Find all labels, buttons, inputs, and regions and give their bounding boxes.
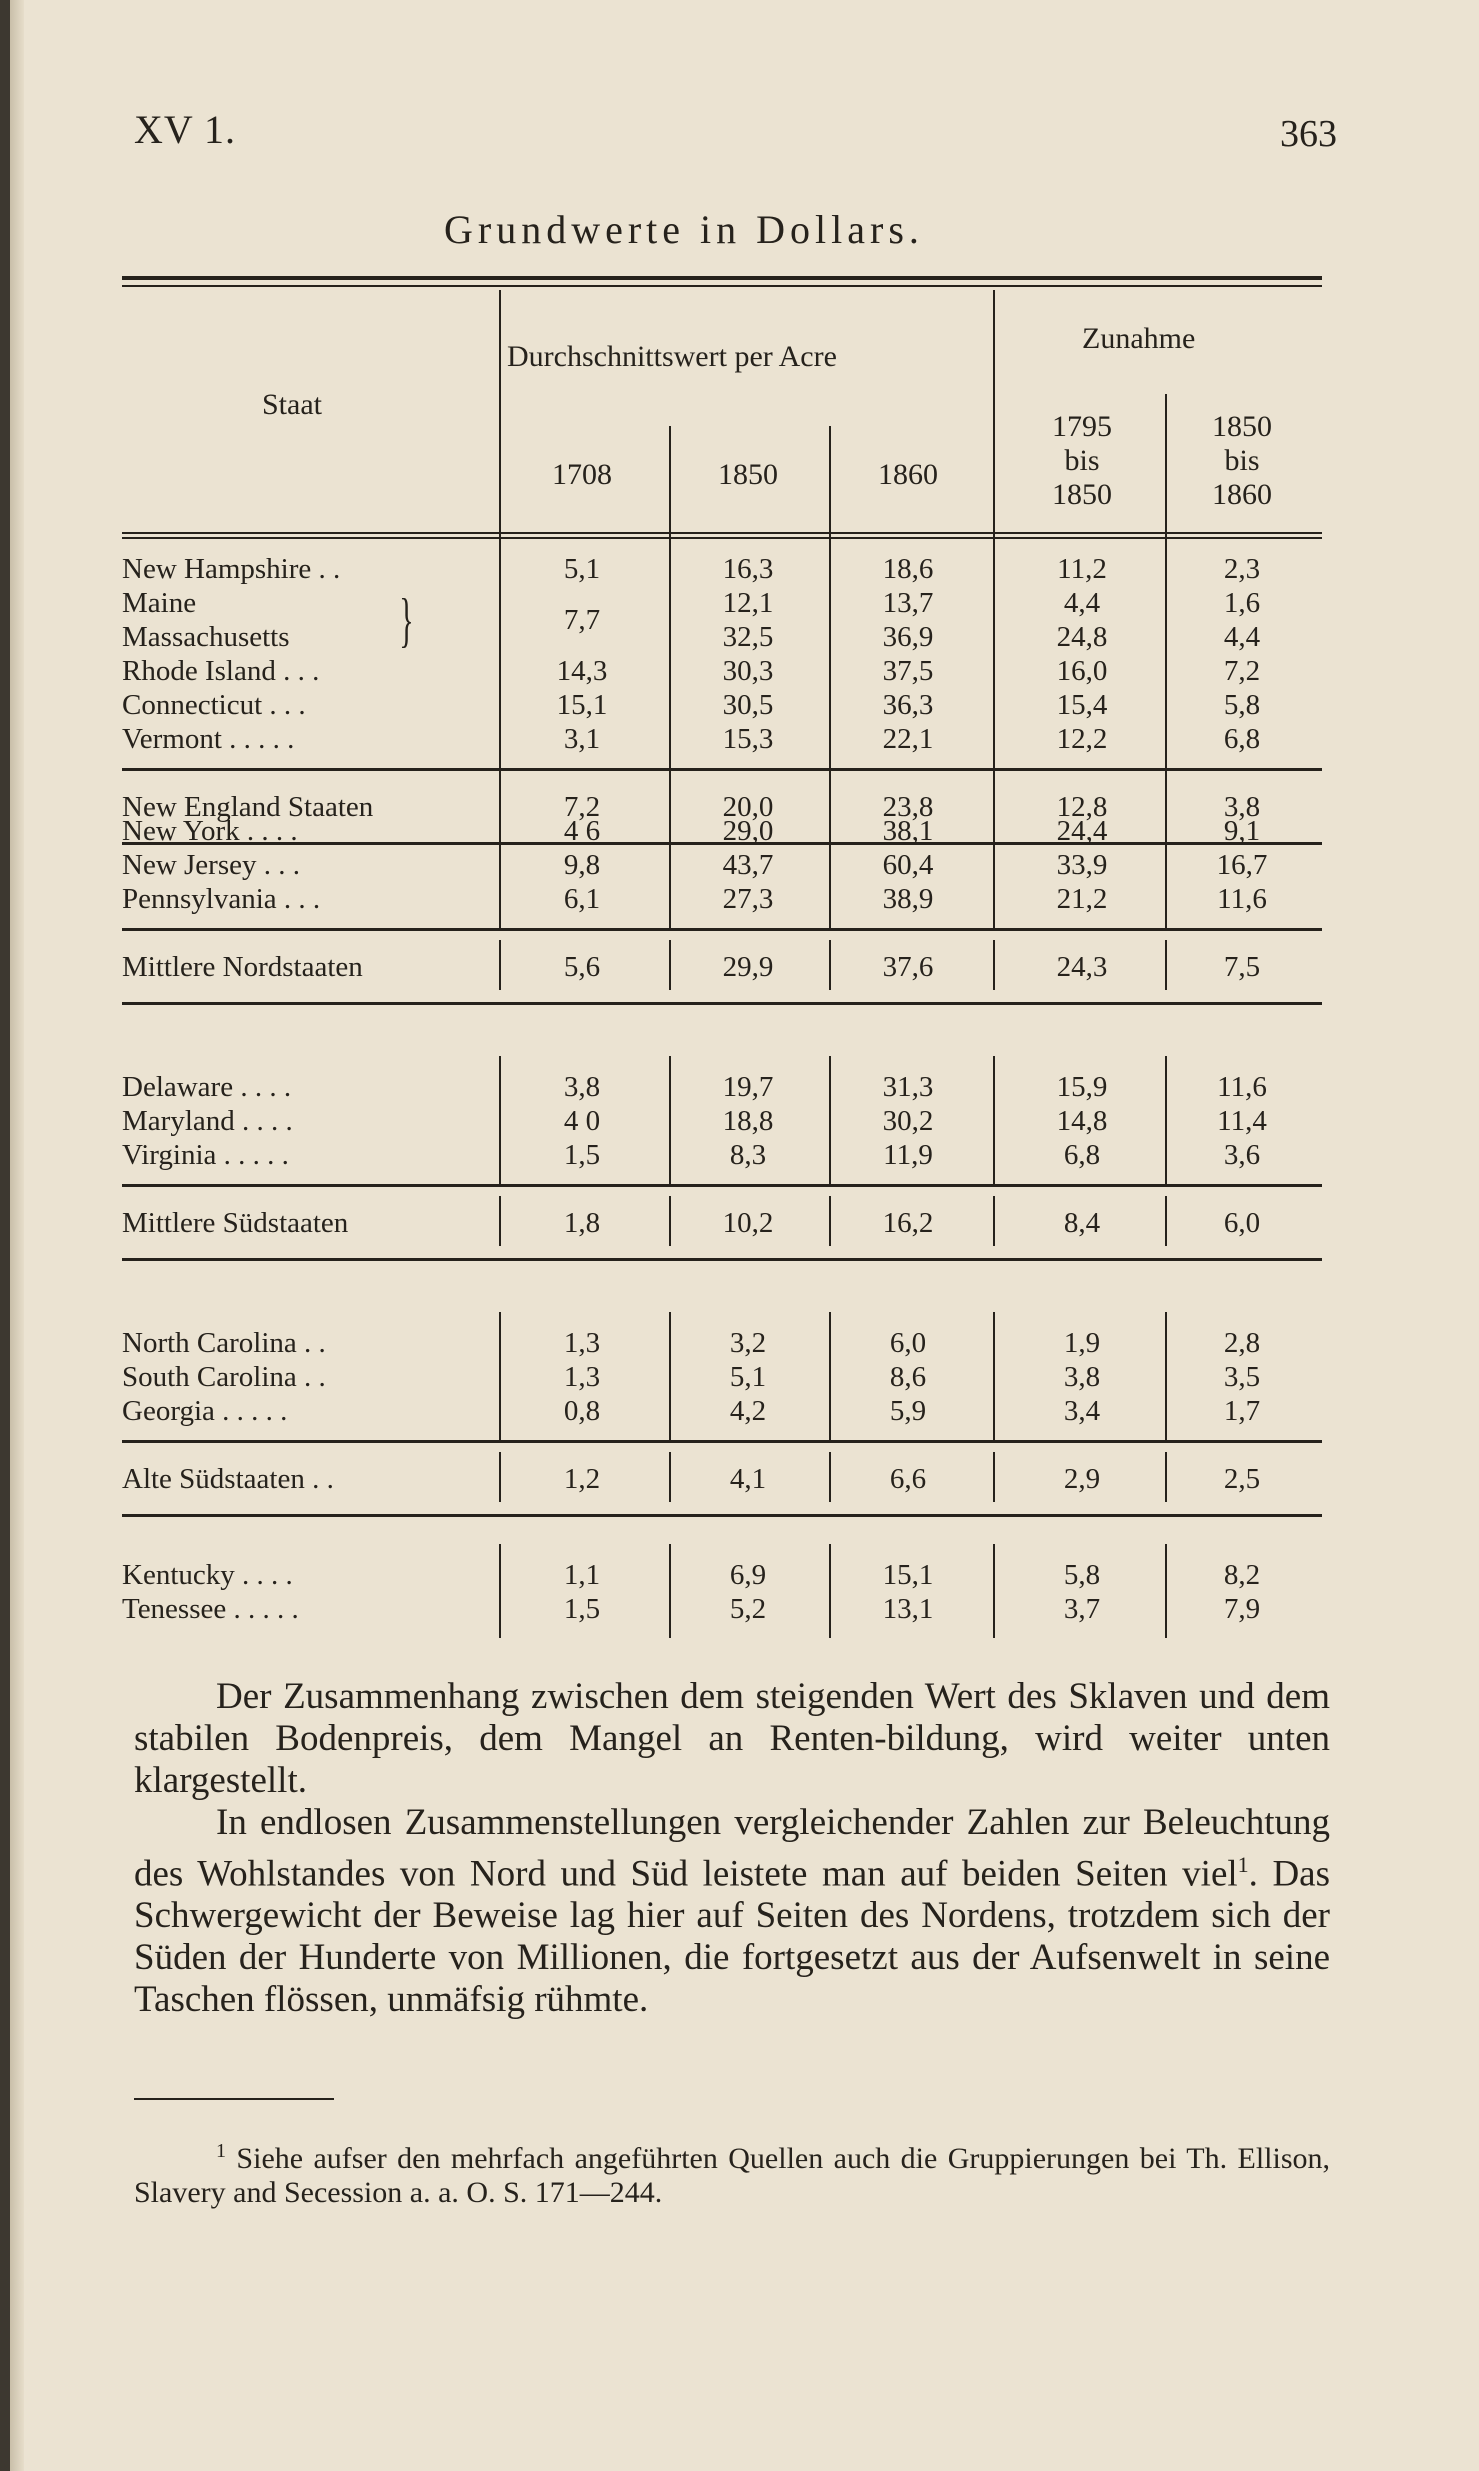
value-cell-v1708: 5,1 <box>563 553 601 585</box>
section-header: XV 1. <box>134 107 237 152</box>
group-total-rule <box>122 1514 1322 1517</box>
group-total-v1860: 6,6 <box>889 1463 927 1495</box>
footnote-separator <box>134 2098 334 2100</box>
col-divider-total <box>669 940 671 990</box>
paragraph-2-text-a: In endlosen Zusammenstellungen vergleichender Zahlen zur Beleuchtung des Wohlstandes von Nord und Süd leistete man auf beiden Seiten viel <box>134 1802 1330 1895</box>
header-inc-1795-1850 <box>1022 410 1142 512</box>
col-divider-block <box>1165 538 1167 768</box>
value-cell-v1860: 22,1 <box>882 723 934 755</box>
col-divider-total <box>669 1196 671 1246</box>
header-1850: 1850 <box>718 458 778 491</box>
value-cell-inc2: 5,8 <box>1223 689 1261 721</box>
value-cell-inc2: 7,9 <box>1223 1593 1261 1625</box>
group-total-v1860: 37,6 <box>882 951 934 983</box>
state-name: Delaware . . . . <box>122 1071 292 1103</box>
group-total-name: Alte Südstaaten . . <box>122 1463 334 1495</box>
col-divider-total <box>1165 1452 1167 1502</box>
group-rule <box>122 1440 1322 1443</box>
value-cell-v1708: 1,5 <box>563 1139 601 1171</box>
state-name: Georgia . . . . . <box>122 1395 288 1427</box>
value-cell-v1708: 3,1 <box>563 723 601 755</box>
value-cell-v1708: 14,3 <box>556 655 608 687</box>
value-cell-v1850: 5,2 <box>729 1593 767 1625</box>
state-name: Virginia . . . . . <box>122 1139 289 1171</box>
col-divider-block <box>1165 1056 1167 1184</box>
col-divider-block <box>829 1544 831 1638</box>
value-cell-v1860: 31,3 <box>882 1071 934 1103</box>
value-cell-v1708: 0,8 <box>563 1395 601 1427</box>
header-inc2-bis: bis <box>1224 444 1260 477</box>
body-paragraph-2 <box>134 1802 1330 2021</box>
group-total-v1860: 16,2 <box>882 1207 934 1239</box>
col-divider-block <box>499 538 501 768</box>
value-cell-v1860: 30,2 <box>882 1105 934 1137</box>
value-cell-v1850: 30,3 <box>722 655 774 687</box>
state-name: Kentucky . . . . <box>122 1559 293 1591</box>
value-cell-inc1: 3,8 <box>1063 1361 1101 1393</box>
paragraph-2-text-b: . Das Schwergewicht der Beweise lag hier auf Seiten des Nordens, trotzdem sich der Süden der Hunderte von Millionen, die fortgesetzt aus der Aufsenwelt in seine Taschen flössen, unmäfsig rühmte. <box>134 1853 1330 2021</box>
value-cell-inc1: 3,4 <box>1063 1395 1101 1427</box>
header-inc1-to: 1850 <box>1052 478 1112 511</box>
header-inc-1850-1860 <box>1182 410 1302 512</box>
value-cell-v1850: 3,2 <box>729 1327 767 1359</box>
col-divider-total <box>829 1452 831 1502</box>
state-name: Maryland . . . . <box>122 1105 293 1137</box>
group-total-rule <box>122 1258 1322 1261</box>
table-top-rule-thin <box>122 285 1322 287</box>
col-divider-block <box>829 538 831 768</box>
value-cell-v1860: 13,1 <box>882 1593 934 1625</box>
header-1860: 1860 <box>878 458 938 491</box>
col-divider-total <box>1165 1196 1167 1246</box>
group-total-v1850: 4,1 <box>729 1463 767 1495</box>
value-cell-inc1: 24,8 <box>1056 621 1108 653</box>
value-cell-inc2: 6,8 <box>1223 723 1261 755</box>
value-cell-inc2: 2,8 <box>1223 1327 1261 1359</box>
state-name: Pennsylvania . . . <box>122 883 321 915</box>
value-cell-v1850: 4,2 <box>729 1395 767 1427</box>
col-divider-total <box>499 1196 501 1246</box>
group-total-inc1: 2,9 <box>1063 1463 1101 1495</box>
value-cell-inc1: 14,8 <box>1056 1105 1108 1137</box>
group-total-rule <box>122 1002 1322 1005</box>
value-cell-v1860: 13,7 <box>882 587 934 619</box>
value-cell-inc1: 33,9 <box>1056 849 1108 881</box>
col-divider-block <box>499 1312 501 1440</box>
group-total-inc1: 24,3 <box>1056 951 1108 983</box>
state-name: Connecticut . . . <box>122 689 306 721</box>
value-cell-v1708: 3,8 <box>563 1071 601 1103</box>
col-divider-total <box>499 940 501 990</box>
value-cell-inc1: 24,4 <box>1056 815 1108 847</box>
state-name: New Hampshire . . <box>122 553 341 585</box>
col-divider-block <box>669 1544 671 1638</box>
value-cell-v1850: 30,5 <box>722 689 774 721</box>
group-rule <box>122 1184 1322 1187</box>
footnote-text: Siehe aufser den mehrfach angeführten Quellen auch die Gruppierungen bei Th. Ellison, Slavery and Secession a. a. O. S. 171—244. <box>134 2142 1331 2209</box>
header-inc2-from: 1850 <box>1212 410 1272 443</box>
value-cell-v1860: 36,3 <box>882 689 934 721</box>
col-divider-total <box>499 1452 501 1502</box>
group-rule <box>122 928 1322 931</box>
value-cell-inc2: 2,3 <box>1223 553 1261 585</box>
header-state: Staat <box>262 388 322 421</box>
paragraph-1-text: Der Zusammenhang zwischen dem steigenden Wert des Sklaven und dem stabilen Bodenpreis, dem Mangel an Renten-bildung, wird weiter unten klargestellt. <box>134 1676 1330 1801</box>
value-cell-inc1: 4,4 <box>1063 587 1101 619</box>
footnote-marker: 1 <box>216 2140 226 2162</box>
group-total-v1850: 29,9 <box>722 951 774 983</box>
value-cell-v1860: 18,6 <box>882 553 934 585</box>
state-name: New Jersey . . . <box>122 849 300 881</box>
value-cell-v1708: 1,5 <box>563 1593 601 1625</box>
value-cell-inc1: 15,9 <box>1056 1071 1108 1103</box>
group-total-v1708: 1,2 <box>563 1463 601 1495</box>
col-divider-block <box>829 800 831 928</box>
value-cell-inc1: 5,8 <box>1063 1559 1101 1591</box>
col-divider-block <box>499 800 501 928</box>
value-cell-v1850: 5,1 <box>729 1361 767 1393</box>
header-avg-value: Durchschnittswert per Acre <box>507 340 837 373</box>
col-divider-block <box>829 1312 831 1440</box>
col-divider-total <box>993 1452 995 1502</box>
value-cell-v1708: 1,3 <box>563 1327 601 1359</box>
col-divider-total <box>993 1196 995 1246</box>
col-divider-total <box>829 940 831 990</box>
state-name: Massachusetts <box>122 621 290 653</box>
group-total-v1708: 1,8 <box>563 1207 601 1239</box>
value-cell-v1708-merged: 7,7 <box>563 604 601 636</box>
group-total-inc2: 6,0 <box>1223 1207 1261 1239</box>
group-total-v1850: 10,2 <box>722 1207 774 1239</box>
group-total-v1708: 7,2 <box>563 791 601 823</box>
page-gutter <box>10 0 24 2471</box>
group-total-name: Mittlere Nordstaaten <box>122 951 363 983</box>
value-cell-inc2: 4,4 <box>1223 621 1261 653</box>
value-cell-inc2: 1,6 <box>1223 587 1261 619</box>
value-cell-inc1: 11,2 <box>1057 553 1107 585</box>
col-divider-block <box>669 1056 671 1184</box>
group-total-v1860: 23,8 <box>882 791 934 823</box>
group-total-v1850: 20,0 <box>722 791 774 823</box>
header-inc1-from: 1795 <box>1052 410 1112 443</box>
value-cell-inc2: 3,6 <box>1223 1139 1261 1171</box>
value-cell-v1860: 38,9 <box>882 883 934 915</box>
value-cell-inc2: 7,2 <box>1223 655 1261 687</box>
state-name: Rhode Island . . . <box>122 655 320 687</box>
state-name: Maine <box>122 587 197 619</box>
state-name: South Carolina . . <box>122 1361 326 1393</box>
state-name: New York . . . . <box>122 815 298 847</box>
value-cell-inc1: 1,9 <box>1063 1327 1101 1359</box>
header-1708: 1708 <box>552 458 612 491</box>
value-cell-v1860: 38,1 <box>882 815 934 847</box>
page-number: 363 <box>1280 113 1337 155</box>
header-bottom-rule-2 <box>122 537 1322 539</box>
value-cell-inc1: 6,8 <box>1063 1139 1101 1171</box>
value-cell-v1850: 15,3 <box>722 723 774 755</box>
col-divider-block <box>669 538 671 768</box>
value-cell-v1860: 37,5 <box>882 655 934 687</box>
value-cell-v1708: 15,1 <box>556 689 608 721</box>
group-total-inc2: 7,5 <box>1223 951 1261 983</box>
value-cell-v1708: 6,1 <box>563 883 601 915</box>
group-total-name: Mittlere Südstaaten <box>122 1207 349 1239</box>
state-name: Vermont . . . . . <box>122 723 295 755</box>
value-cell-v1708: 4 0 <box>563 1105 601 1137</box>
col-divider-block <box>1165 1312 1167 1440</box>
footnote-reference: 1 <box>1237 1852 1249 1877</box>
value-cell-v1708: 1,3 <box>563 1361 601 1393</box>
value-cell-v1860: 11,9 <box>883 1139 933 1171</box>
col-divider-block <box>829 1056 831 1184</box>
value-cell-v1850: 19,7 <box>722 1071 774 1103</box>
value-cell-inc1: 21,2 <box>1056 883 1108 915</box>
value-cell-inc1: 15,4 <box>1056 689 1108 721</box>
value-cell-inc2: 11,4 <box>1217 1105 1267 1137</box>
table-top-rule <box>122 276 1322 280</box>
header-bottom-rule <box>122 532 1322 534</box>
footnote <box>134 2134 1330 2210</box>
value-cell-inc1: 12,2 <box>1056 723 1108 755</box>
page-edge-shadow <box>0 0 10 2471</box>
group-total-inc2: 2,5 <box>1223 1463 1261 1495</box>
header-inc1-bis: bis <box>1064 444 1100 477</box>
value-cell-v1850: 16,3 <box>722 553 774 585</box>
value-cell-v1860: 8,6 <box>889 1361 927 1393</box>
value-cell-v1850: 12,1 <box>722 587 774 619</box>
value-cell-v1850: 8,3 <box>729 1139 767 1171</box>
value-cell-v1860: 5,9 <box>889 1395 927 1427</box>
value-cell-inc2: 1,7 <box>1223 1395 1261 1427</box>
value-cell-v1850: 27,3 <box>722 883 774 915</box>
value-cell-v1850: 32,5 <box>722 621 774 653</box>
table-title: Grundwerte in Dollars. <box>444 207 924 252</box>
value-cell-v1850: 43,7 <box>722 849 774 881</box>
col-divider-block <box>1165 800 1167 928</box>
value-cell-v1860: 60,4 <box>882 849 934 881</box>
value-cell-inc2: 16,7 <box>1216 849 1268 881</box>
col-divider-block <box>669 1312 671 1440</box>
col-divider-block <box>993 538 995 768</box>
col-divider-total <box>1165 940 1167 990</box>
col-divider-block <box>993 1544 995 1638</box>
value-cell-v1708: 9,8 <box>563 849 601 881</box>
value-cell-v1850: 29,0 <box>722 815 774 847</box>
group-total-name: New England Staaten <box>122 791 374 823</box>
col-divider-block <box>993 1056 995 1184</box>
state-name: North Carolina . . <box>122 1327 326 1359</box>
value-cell-v1850: 18,8 <box>722 1105 774 1137</box>
col-divider-total <box>993 940 995 990</box>
state-name: Tenessee . . . . . <box>122 1593 299 1625</box>
group-total-inc2: 3,8 <box>1223 791 1261 823</box>
group-rule <box>122 768 1322 771</box>
col-divider-block <box>1165 1544 1167 1638</box>
value-cell-v1860: 36,9 <box>882 621 934 653</box>
col-divider-total <box>669 1452 671 1502</box>
value-cell-inc2: 3,5 <box>1223 1361 1261 1393</box>
value-cell-inc2: 9,1 <box>1223 815 1261 847</box>
col-divider-block <box>993 800 995 928</box>
col-divider-block <box>499 1544 501 1638</box>
value-cell-v1850: 6,9 <box>729 1559 767 1591</box>
value-cell-v1860: 15,1 <box>882 1559 934 1591</box>
value-cell-inc2: 8,2 <box>1223 1559 1261 1591</box>
col-divider-block <box>499 1056 501 1184</box>
group-total-inc1: 12,8 <box>1056 791 1108 823</box>
col-divider-block <box>993 1312 995 1440</box>
value-cell-inc1: 3,7 <box>1063 1593 1101 1625</box>
col-divider-total <box>829 1196 831 1246</box>
value-cell-inc2: 11,6 <box>1217 883 1267 915</box>
value-cell-v1708: 4 6 <box>563 815 601 847</box>
group-total-v1708: 5,6 <box>563 951 601 983</box>
value-cell-inc2: 11,6 <box>1217 1071 1267 1103</box>
header-inc2-to: 1860 <box>1212 478 1272 511</box>
col-divider-block <box>669 800 671 928</box>
group-total-inc1: 8,4 <box>1063 1207 1101 1239</box>
header-increase: Zunahme <box>1082 322 1196 355</box>
value-cell-v1860: 6,0 <box>889 1327 927 1359</box>
brace-maine-massachusetts: } <box>399 587 414 653</box>
value-cell-v1708: 1,1 <box>563 1559 601 1591</box>
value-cell-inc1: 16,0 <box>1056 655 1108 687</box>
body-paragraph-1 <box>134 1676 1330 1802</box>
